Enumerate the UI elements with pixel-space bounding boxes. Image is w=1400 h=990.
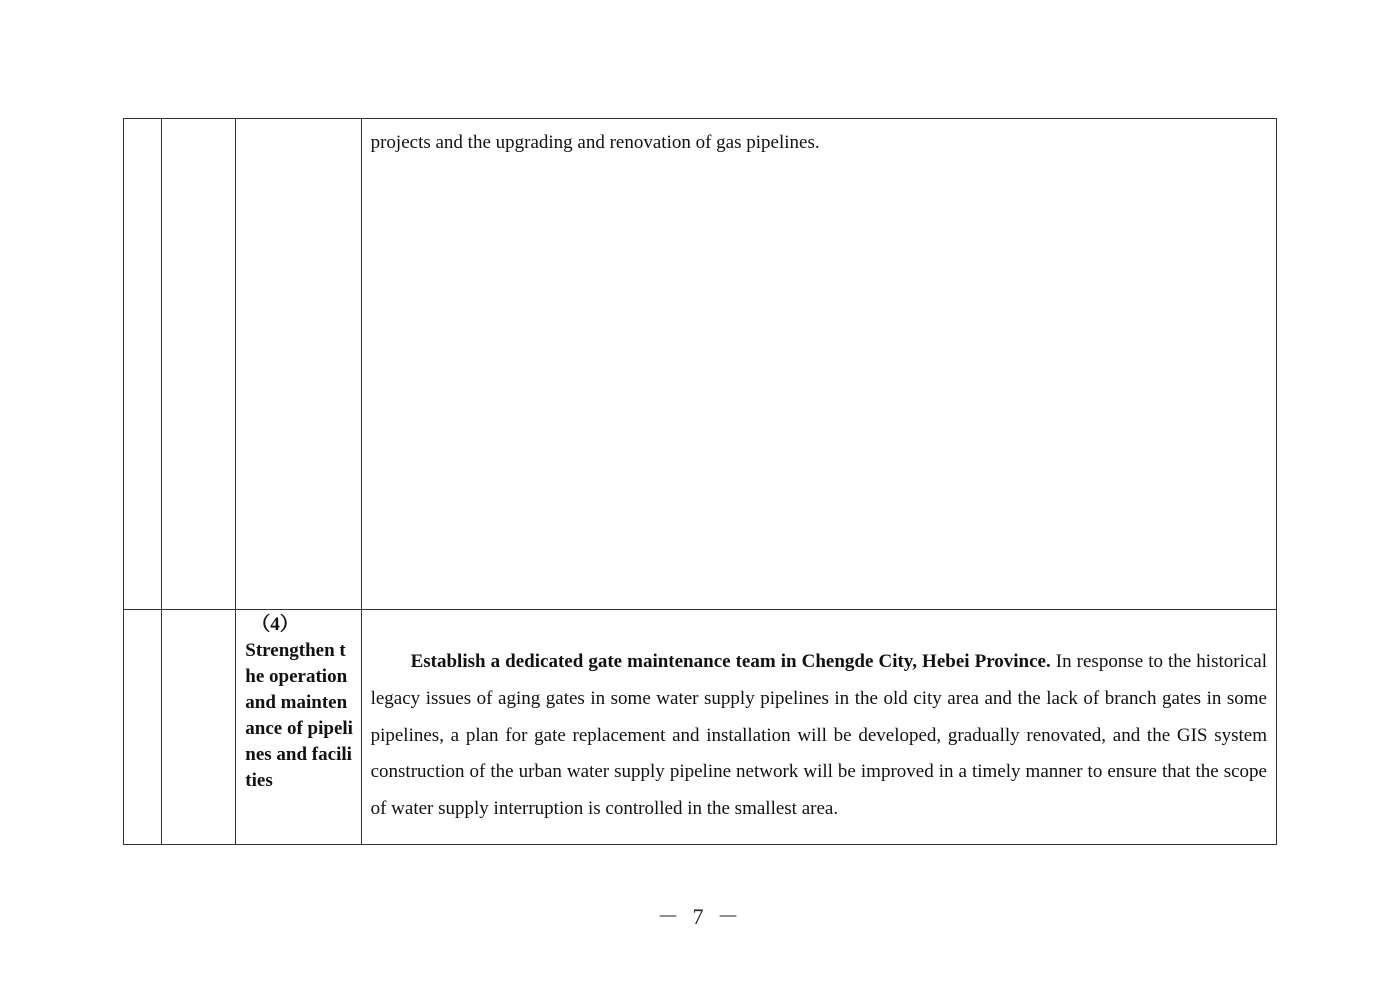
table-row	[124, 119, 1277, 610]
page-number: － 7 －	[656, 904, 743, 929]
measures-table	[123, 118, 1277, 845]
measure-heading-cell	[236, 119, 361, 610]
measure-paragraph	[362, 610, 1276, 828]
continuation-text: projects and the upgrading and renovation of gas pipelines.	[370, 132, 820, 153]
measure-title: Strengthen the operation and maintenance of pipelines and facilities	[245, 640, 353, 791]
measure-content-cell	[361, 119, 1276, 610]
measure-lead-sentence: Establish a dedicated gate maintenance team in Chengde City, Hebei Province.	[410, 651, 1051, 672]
category-cell	[124, 610, 162, 845]
category-cell	[124, 119, 162, 610]
table-row	[124, 610, 1277, 845]
measure-body-text: In response to the historical legacy issues of aging gates in some water supply pipelines in the old city area and the lack of branch gates in some pipelines, a plan for gate replacement and installation will be developed, gradually renovated, and the GIS system construction of the urban water supply pipeline network will be improved in a timely manner to ensure that the scope of water supply interruption is controlled in the smallest area.	[370, 651, 1267, 820]
measure-heading-cell	[236, 610, 361, 845]
subcategory-cell	[162, 610, 236, 845]
subcategory-cell	[162, 119, 236, 610]
measure-content-cell	[361, 610, 1276, 845]
measure-number: （4）	[251, 614, 299, 635]
